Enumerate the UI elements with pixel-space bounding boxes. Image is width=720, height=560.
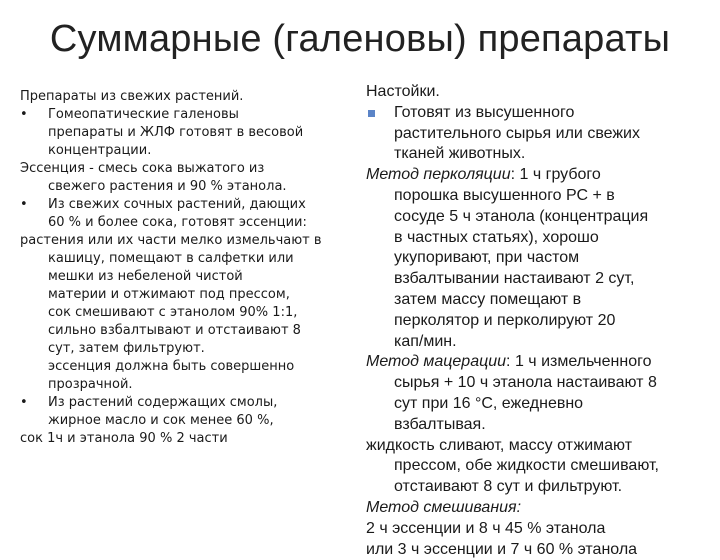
bullet-item (20, 394, 352, 430)
square-bullet-icon (368, 110, 375, 117)
text-line: прозрачной. (48, 377, 133, 392)
text-line: затем массу помещают в (394, 290, 582, 308)
text-line: свежего растения и 90 % этанола. (48, 179, 287, 194)
text-line: прессом, обе жидкости смешивают, (394, 457, 659, 475)
bullet-icon: • (20, 395, 28, 410)
text-line: мешки из небеленой чистой (48, 269, 243, 284)
text-line: кап/мин. (394, 332, 457, 350)
text-line: Эссенция - смесь сока выжатого из (20, 161, 265, 176)
text-line: жидкость сливают, массу отжимают (366, 436, 633, 454)
text-line: сок смешивают с этанолом 90% 1:1, (48, 305, 298, 320)
method-label: Метод смешивания: (366, 498, 522, 516)
bullet-item (366, 103, 706, 165)
text-line: материи и отжимают под прессом, (48, 287, 290, 302)
text-line: в частных статьях), хорошо (394, 228, 599, 246)
text-line: или 3 ч эссенции и 7 ч 60 % этанола (366, 540, 638, 558)
text-line: эссенция должна быть совершенно (48, 359, 295, 374)
text-line: сок 1ч и этанола 90 % 2 части (20, 431, 228, 446)
text-line: сут при 16 °С, ежедневно (394, 394, 584, 412)
bullet-icon: • (20, 107, 28, 122)
text-span: : 1 ч грубого (510, 166, 601, 184)
text-line: взбалтывании настаивают 2 сут, (394, 270, 635, 288)
text-line: 60 % и более сока, готовят эссенции: (48, 215, 307, 230)
section-heading: Настойки. (366, 83, 440, 100)
text-line: сосуде 5 ч этанола (концентрация (394, 207, 649, 225)
text-line: Гомеопатические галеновы (48, 107, 239, 122)
text-line: Препараты из свежих растений. (20, 89, 244, 104)
text-line: отстаивают 8 сут и фильтруют. (394, 478, 623, 496)
text-line (366, 352, 706, 373)
text-line (366, 165, 706, 186)
text-line: препараты и ЖЛФ готовят в весовой (48, 125, 304, 140)
text-line: сут, затем фильтруют. (48, 341, 205, 356)
text-span: : 1 ч измельченного (506, 353, 652, 371)
method-label: Метод мацерации (366, 353, 507, 371)
text-line: растения или их части мелко измельчают в (20, 233, 322, 248)
bullet-item (20, 106, 352, 160)
text-line: взбалтывая. (394, 415, 486, 433)
text-line: Готовят из высушенного (394, 103, 575, 121)
text-line: Из растений содержащих смолы, (48, 395, 278, 410)
slide-title: Суммарные (галеновы) препараты (49, 18, 671, 60)
text-line: жирное масло и сок менее 60 %, (48, 413, 274, 428)
text-line: сырья + 10 ч этанола настаивают 8 (394, 374, 657, 392)
text-line: сильно взбалтывают и отстаивают 8 (48, 323, 301, 338)
method-label: Метод перколяции (366, 166, 511, 184)
text-line: перколятор и перколируют 20 (394, 311, 616, 329)
text-line: растительного сырья или свежих (394, 124, 640, 142)
text-line: порошка высушенного РС + в (394, 186, 615, 204)
text-line: 2 ч эссенции и 8 ч 45 % этанола (366, 519, 606, 537)
text-line: тканей животных. (394, 145, 526, 163)
left-column (20, 88, 352, 448)
right-column (366, 82, 706, 560)
text-line: Из свежих сочных растений, дающих (48, 197, 306, 212)
text-line: концентрации. (48, 143, 152, 158)
text-line: укупоривают, при частом (394, 249, 580, 267)
bullet-item (20, 196, 352, 232)
bullet-icon: • (20, 197, 28, 212)
text-line: кашицу, помещают в салфетки или (48, 251, 294, 266)
